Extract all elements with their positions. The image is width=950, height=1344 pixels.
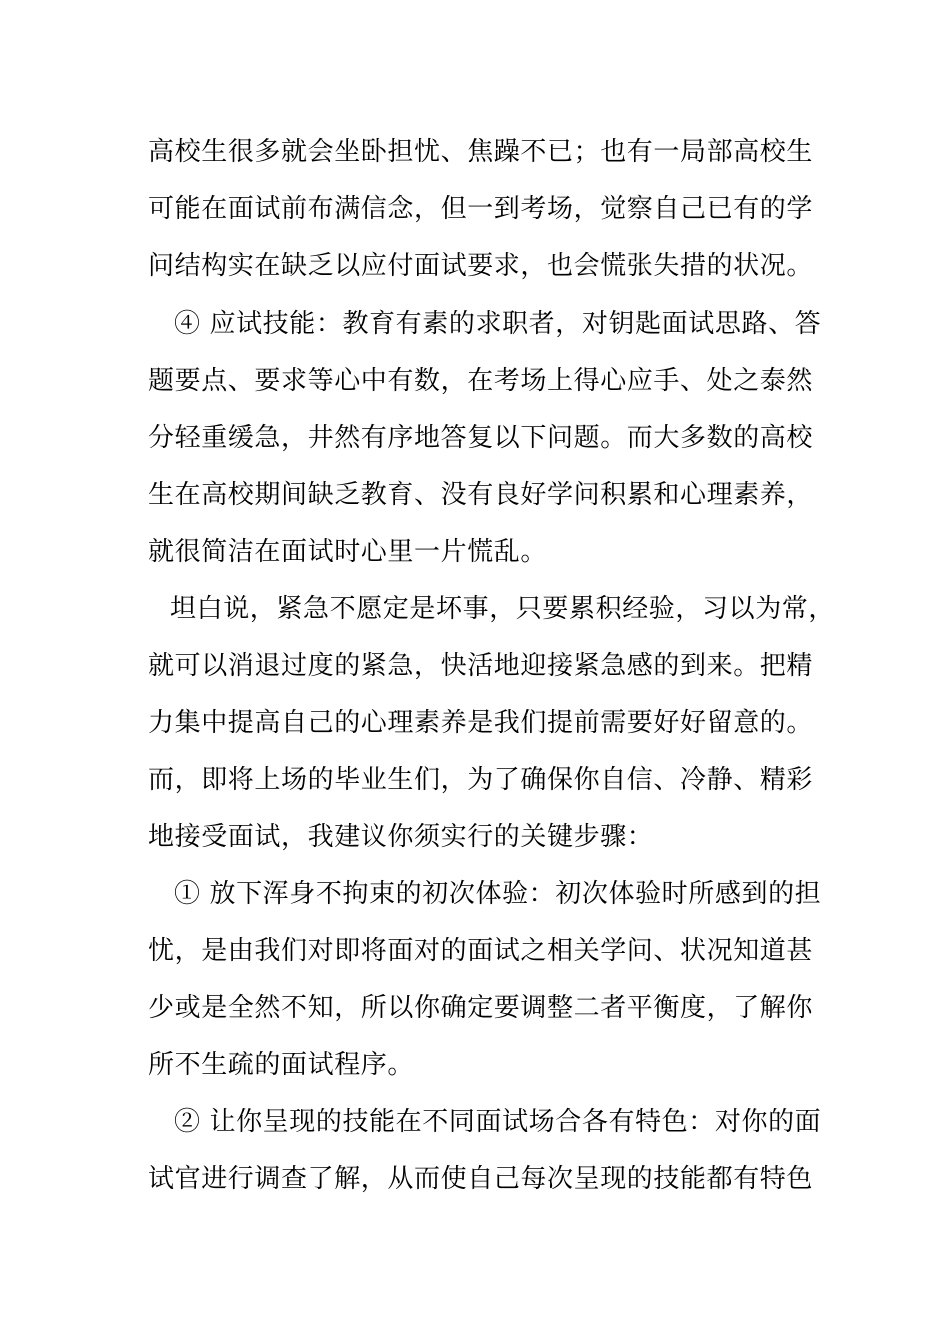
text-line-11: 力集中提高自己的心理素养是我们提前需要好好留意的。	[148, 708, 814, 738]
text-line-13: 地接受面试，我建议你须实行的关键步骤：	[148, 822, 654, 852]
text-line-3: 问结构实在缺乏以应付面试要求，也会慌张失措的状况。	[148, 251, 814, 281]
text-line-16: 少或是全然不知，所以你确定要调整二者平衡度，了解你	[148, 993, 814, 1023]
text-line-2: 可能在面试前布满信念，但一到考场，觉察自己已有的学	[148, 194, 814, 224]
text-line-5: 题要点、要求等心中有数，在考场上得心应手、处之泰然	[148, 366, 814, 396]
text-line-1: 高校生很多就会坐卧担忧、焦躁不已；也有一局部高校生	[148, 137, 814, 167]
text-line-8: 就很简洁在面试时心里一片慌乱。	[148, 537, 548, 567]
text-line-15: 忧，是由我们对即将面对的面试之相关学问、状况知道甚	[148, 936, 814, 966]
text-line-14: ① 放下浑身不拘束的初次体验：初次体验时所感到的担	[174, 879, 822, 909]
text-line-12: 而，即将上场的毕业生们，为了确保你自信、冷静、精彩	[148, 765, 814, 795]
text-line-19: 试官进行调查了解，从而使自己每次呈现的技能都有特色	[148, 1164, 814, 1194]
text-line-4: ④ 应试技能：教育有素的求职者，对钥匙面试思路、答	[174, 309, 822, 339]
text-line-9: 坦白说，紧急不愿定是坏事，只要累积经验，习以为常，	[170, 594, 836, 624]
text-line-17: 所不生疏的面试程序。	[148, 1050, 415, 1080]
text-line-10: 就可以消退过度的紧急，快活地迎接紧急感的到来。把精	[148, 651, 814, 681]
text-line-6: 分轻重缓急，井然有序地答复以下问题。而大多数的高校	[148, 423, 814, 453]
text-line-7: 生在高校期间缺乏教育、没有良好学问积累和心理素养，	[148, 480, 814, 510]
text-line-18: ② 让你呈现的技能在不同面试场合各有特色：对你的面	[174, 1107, 822, 1137]
